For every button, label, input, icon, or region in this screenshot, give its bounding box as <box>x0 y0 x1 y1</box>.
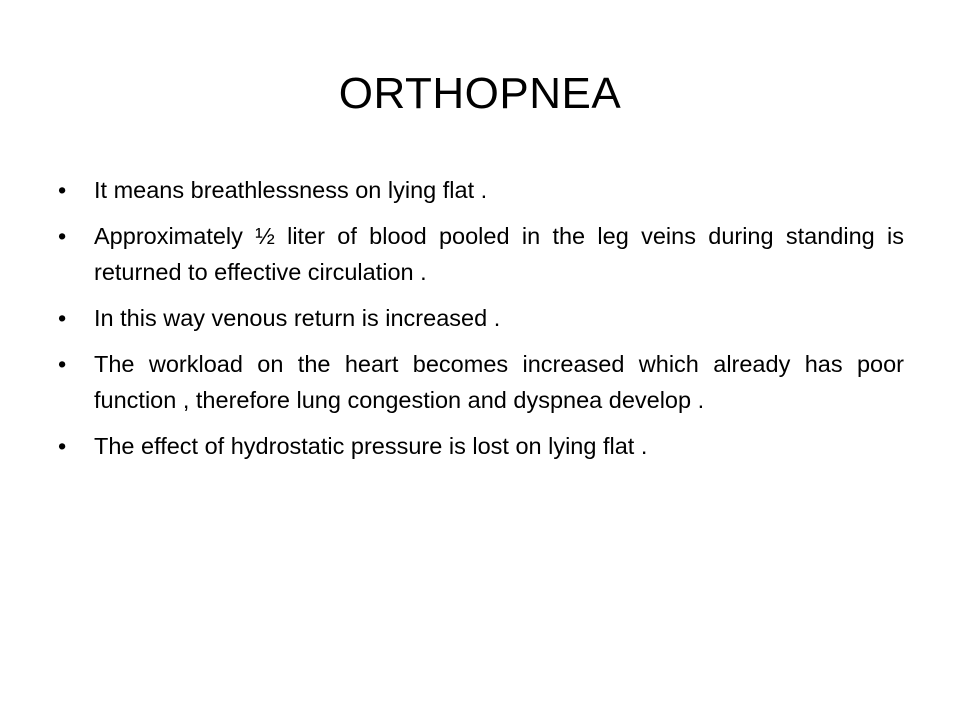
slide-title: ORTHOPNEA <box>338 69 622 118</box>
bullet-marker: • <box>58 351 67 377</box>
bullet-item <box>58 346 904 418</box>
bullet-item <box>58 218 904 290</box>
bullet-list <box>58 172 904 474</box>
bullet-marker: • <box>58 177 67 203</box>
bullet-item <box>58 428 904 464</box>
bullet-marker: • <box>58 223 67 249</box>
bullet-item <box>58 300 904 336</box>
bullet-text: In this way venous return is increased . <box>94 305 501 331</box>
bullet-item <box>58 172 904 208</box>
bullet-marker: • <box>58 305 67 331</box>
bullet-text: The effect of hydrostatic pressure is lost on lying flat . <box>94 433 648 459</box>
bullet-marker: • <box>58 433 67 459</box>
bullet-text: The workload on the heart becomes increased which already has poor function , therefore lung congestion and dyspnea develop . <box>94 351 904 413</box>
bullet-text: Approximately ½ liter of blood pooled in the leg veins during standing is returned to effective circulation . <box>94 223 904 285</box>
bullet-text: It means breathlessness on lying flat . <box>94 177 488 203</box>
